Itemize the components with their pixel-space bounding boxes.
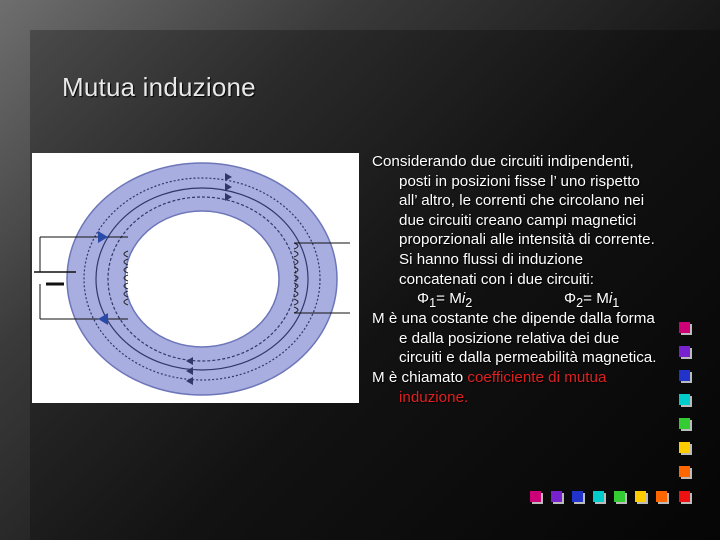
formula-phi1: $\Phi_1= Mi_2$ [417, 290, 473, 311]
paragraph-coefficient: M è chiamato coefficiente di mutua induzione. [372, 368, 607, 406]
decor-square [679, 442, 690, 453]
slide-title: Mutua induzione [62, 72, 256, 102]
decor-square [614, 491, 625, 502]
decor-square [572, 491, 583, 502]
slide-text [372, 152, 662, 407]
decor-square [679, 322, 690, 333]
decor-square [679, 491, 690, 502]
decor-square [679, 346, 690, 357]
decor-square [530, 491, 541, 502]
decor-square [656, 491, 667, 502]
decor-square [635, 491, 646, 502]
decor-square [551, 491, 562, 502]
decor-square [679, 370, 690, 381]
paragraph-constant: M è una costante che dipende dalla forma e dalla posizione relativa dei due circuiti e dalla permeabilità magnetica. [372, 310, 657, 367]
coefficient-term: coefficiente di mutua induzione. [399, 368, 607, 406]
toroid-figure [32, 153, 359, 403]
flux-formulas [372, 289, 662, 309]
decor-square [593, 491, 604, 502]
decor-square [679, 466, 690, 477]
decor-square [679, 394, 690, 405]
formula-phi2: $\Phi_2= Mi_1$ [564, 290, 620, 311]
decor-square [679, 418, 690, 429]
paragraph-circuits: Considerando due circuiti indipendenti, posti in posizioni fisse l’ uno rispetto all’ altro, le correnti che circolano nei due circuiti creano campi magnetici proporzionali alle intensità di corrente. Si hanno flussi di induzione concatenati con i due circuiti: [372, 153, 655, 288]
toroid-diagram [32, 153, 359, 403]
